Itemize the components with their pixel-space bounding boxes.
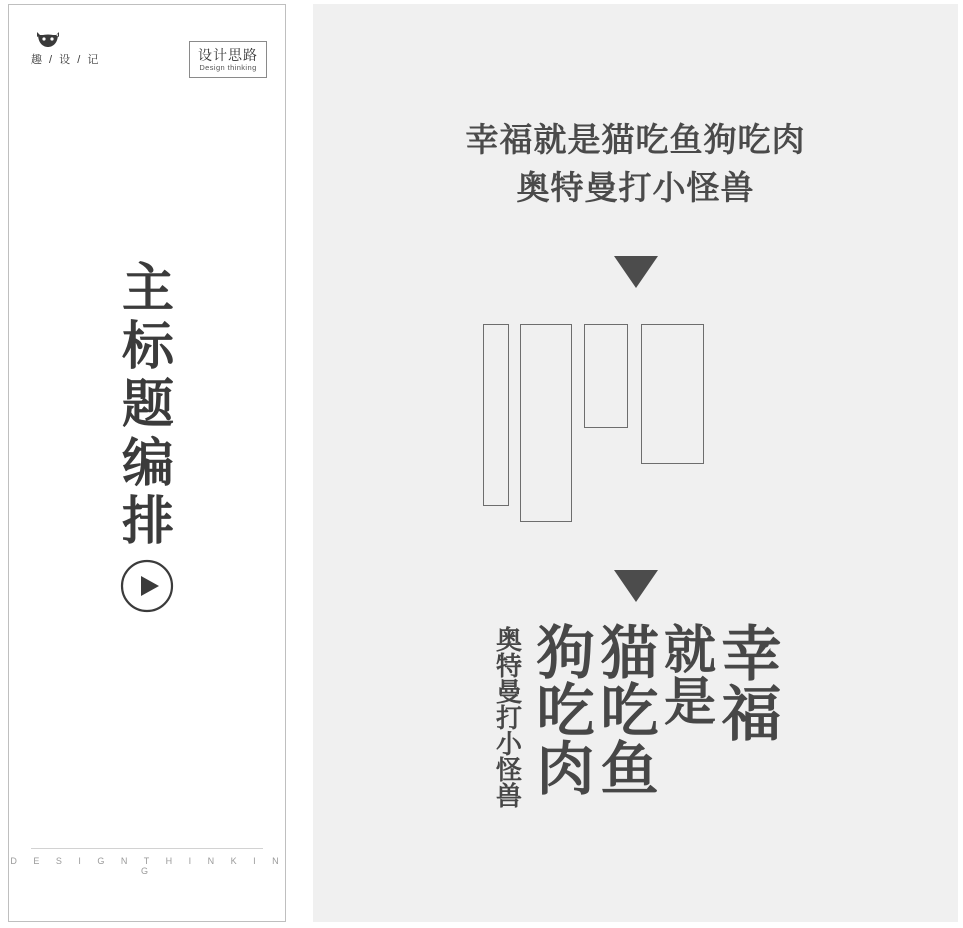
vertical-column-5: 奥特曼打小怪兽 [492,626,523,808]
vertical-typography-result [313,622,958,822]
play-circle-icon[interactable] [120,559,174,613]
brand-text: 趣 / 设 / 记 [31,54,101,66]
triangle-down-icon [614,570,658,602]
page-title [9,260,287,551]
footer-divider [31,848,263,849]
diagram-block [520,324,572,522]
brand-block [31,31,101,67]
title-char: 主 [121,260,174,318]
cat-head-icon [35,31,61,48]
headline-line-2: 奥特曼打小怪兽 [516,168,755,206]
vertical-column-4: 狗吃肉 [527,622,593,796]
left-cover-panel [8,4,286,922]
right-content-panel [313,4,958,922]
title-char: 编 [121,434,174,493]
vertical-column-3: 猫吃鱼 [591,622,657,796]
vertical-column-2: 就是 [655,622,714,726]
diagram-block [641,324,704,464]
footer-text: D E S I G N T H I N K I N G [10,856,286,876]
title-char: 题 [121,376,174,435]
title-char: 排 [121,492,174,551]
badge-title-cn: 设计思路 [198,47,258,63]
diagram-block [483,324,509,506]
vertical-column-1: 幸福 [713,622,781,742]
title-char: 标 [121,318,174,377]
diagram-block [584,324,628,428]
design-thinking-badge [189,41,267,78]
headline [313,116,958,212]
layout-block-diagram [483,324,783,524]
triangle-down-icon [614,256,658,288]
headline-line-1: 幸福就是猫吃鱼狗吃肉 [465,121,806,158]
badge-title-en: Design thinking [199,63,257,73]
